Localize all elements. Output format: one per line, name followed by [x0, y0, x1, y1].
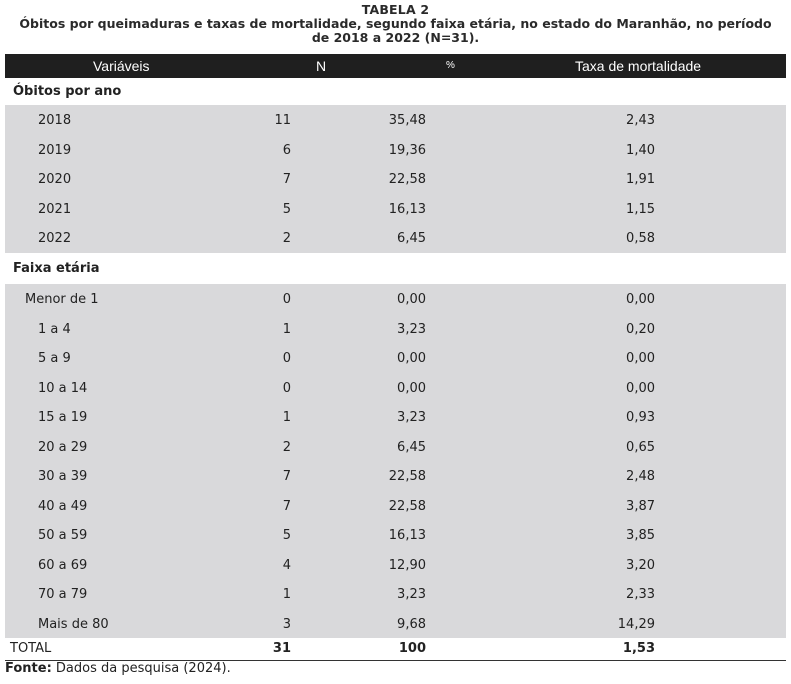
row-label: 20 a 29 [38, 439, 88, 455]
row-label: Mais de 80 [38, 616, 109, 632]
table-row [5, 579, 786, 609]
row-percent: 22,58 [388, 469, 426, 484]
row-n: 1 [282, 321, 291, 337]
row-n: 6 [282, 142, 291, 158]
table-row [5, 343, 786, 373]
row-taxa: 0,58 [626, 231, 655, 246]
row-taxa: 3,85 [626, 528, 655, 543]
table-row [5, 314, 786, 344]
table-row [5, 164, 786, 194]
row-label: 2020 [38, 172, 72, 187]
row-percent: 9,68 [397, 616, 426, 632]
row-label: 1 a 4 [38, 321, 71, 337]
source-text: Dados da pesquisa (2024). [55, 661, 231, 676]
table-header [5, 54, 786, 78]
row-label: 70 a 79 [38, 587, 88, 602]
row-label: 40 a 49 [38, 498, 88, 514]
header-n: N [316, 58, 327, 74]
row-percent: 3,23 [397, 410, 426, 425]
row-label: 10 a 14 [38, 380, 88, 396]
section-title-obitos-por-ano: Óbitos por ano [5, 78, 786, 105]
row-taxa: 1,91 [626, 172, 655, 187]
row-n: 1 [282, 410, 291, 425]
row-percent: 16,13 [388, 201, 426, 217]
section-block-faixa-etaria [5, 284, 786, 638]
row-percent: 22,58 [388, 172, 426, 187]
row-percent: 3,23 [397, 587, 426, 602]
table-row [5, 550, 786, 580]
table-row [5, 135, 786, 165]
section-block-obitos-por-ano [5, 105, 786, 253]
row-taxa: 2,48 [626, 469, 655, 484]
total-taxa: 1,53 [622, 641, 655, 656]
row-n: 2 [282, 231, 291, 246]
table-row [5, 194, 786, 224]
header-taxa: Taxa de mortalidade [575, 58, 702, 74]
row-percent: 35,48 [388, 113, 426, 128]
row-n: 0 [282, 380, 291, 396]
row-n: 3 [282, 616, 291, 632]
row-label: 15 a 19 [38, 410, 88, 425]
table-row [5, 461, 786, 491]
header-variaveis: Variáveis [93, 58, 150, 74]
row-taxa: 2,33 [626, 587, 655, 602]
row-taxa: 1,15 [626, 201, 655, 217]
row-percent: 19,36 [388, 142, 426, 158]
row-n: 7 [282, 498, 291, 514]
row-label: Menor de 1 [25, 292, 99, 307]
row-label: 30 a 39 [38, 469, 88, 484]
table-caption [0, 3, 791, 45]
row-n: 5 [282, 528, 291, 543]
table-label: TABELA 2 [361, 2, 430, 17]
table-row [5, 491, 786, 521]
table-source [5, 661, 231, 676]
row-taxa: 3,20 [626, 557, 655, 573]
row-percent: 0,00 [397, 380, 426, 396]
row-percent: 0,00 [397, 351, 426, 366]
header-percent: % [446, 60, 455, 71]
row-taxa: 0,00 [626, 380, 655, 396]
section-title-faixa-etaria: Faixa etária [5, 255, 786, 282]
row-label: 60 a 69 [38, 557, 88, 573]
row-n: 1 [282, 587, 291, 602]
table-row [5, 609, 786, 639]
row-percent: 6,45 [397, 439, 426, 455]
source-prefix: Fonte: [5, 661, 52, 676]
total-percent: 100 [398, 641, 426, 656]
row-n: 0 [282, 351, 291, 366]
row-label: 2018 [38, 113, 72, 128]
row-taxa: 0,93 [626, 410, 655, 425]
row-taxa: 0,20 [626, 321, 655, 337]
row-taxa: 14,29 [617, 616, 655, 632]
total-label: TOTAL [10, 641, 52, 656]
row-percent: 3,23 [397, 321, 426, 337]
table-row [5, 432, 786, 462]
row-n: 5 [282, 201, 291, 217]
total-n: 31 [272, 641, 291, 656]
row-label: 5 a 9 [38, 351, 71, 366]
row-n: 7 [282, 172, 291, 187]
row-n: 0 [282, 292, 291, 307]
table-description: Óbitos por queimaduras e taxas de mortalidade, segundo faixa etária, no estado do Maranhão, no período de 2018 a 2022 (N=31). [19, 16, 772, 45]
row-label: 50 a 59 [38, 528, 88, 543]
table-row [5, 223, 786, 253]
table-row [5, 284, 786, 314]
row-label: 2019 [38, 142, 72, 158]
row-taxa: 0,00 [626, 292, 655, 307]
row-percent: 6,45 [397, 231, 426, 246]
row-percent: 16,13 [388, 528, 426, 543]
row-n: 7 [282, 469, 291, 484]
row-label: 2022 [38, 231, 72, 246]
row-taxa: 2,43 [626, 113, 655, 128]
row-percent: 12,90 [388, 557, 426, 573]
row-percent: 0,00 [397, 292, 426, 307]
total-row [5, 638, 786, 661]
row-taxa: 1,40 [626, 142, 655, 158]
table-row [5, 520, 786, 550]
row-n: 4 [282, 557, 291, 573]
row-n: 2 [282, 439, 291, 455]
table-row [5, 105, 786, 135]
row-taxa: 3,87 [626, 498, 655, 514]
row-label: 2021 [38, 201, 72, 217]
row-n: 11 [274, 113, 291, 128]
table-row [5, 402, 786, 432]
row-taxa: 0,65 [626, 439, 655, 455]
row-percent: 22,58 [388, 498, 426, 514]
table-row [5, 373, 786, 403]
row-taxa: 0,00 [626, 351, 655, 366]
